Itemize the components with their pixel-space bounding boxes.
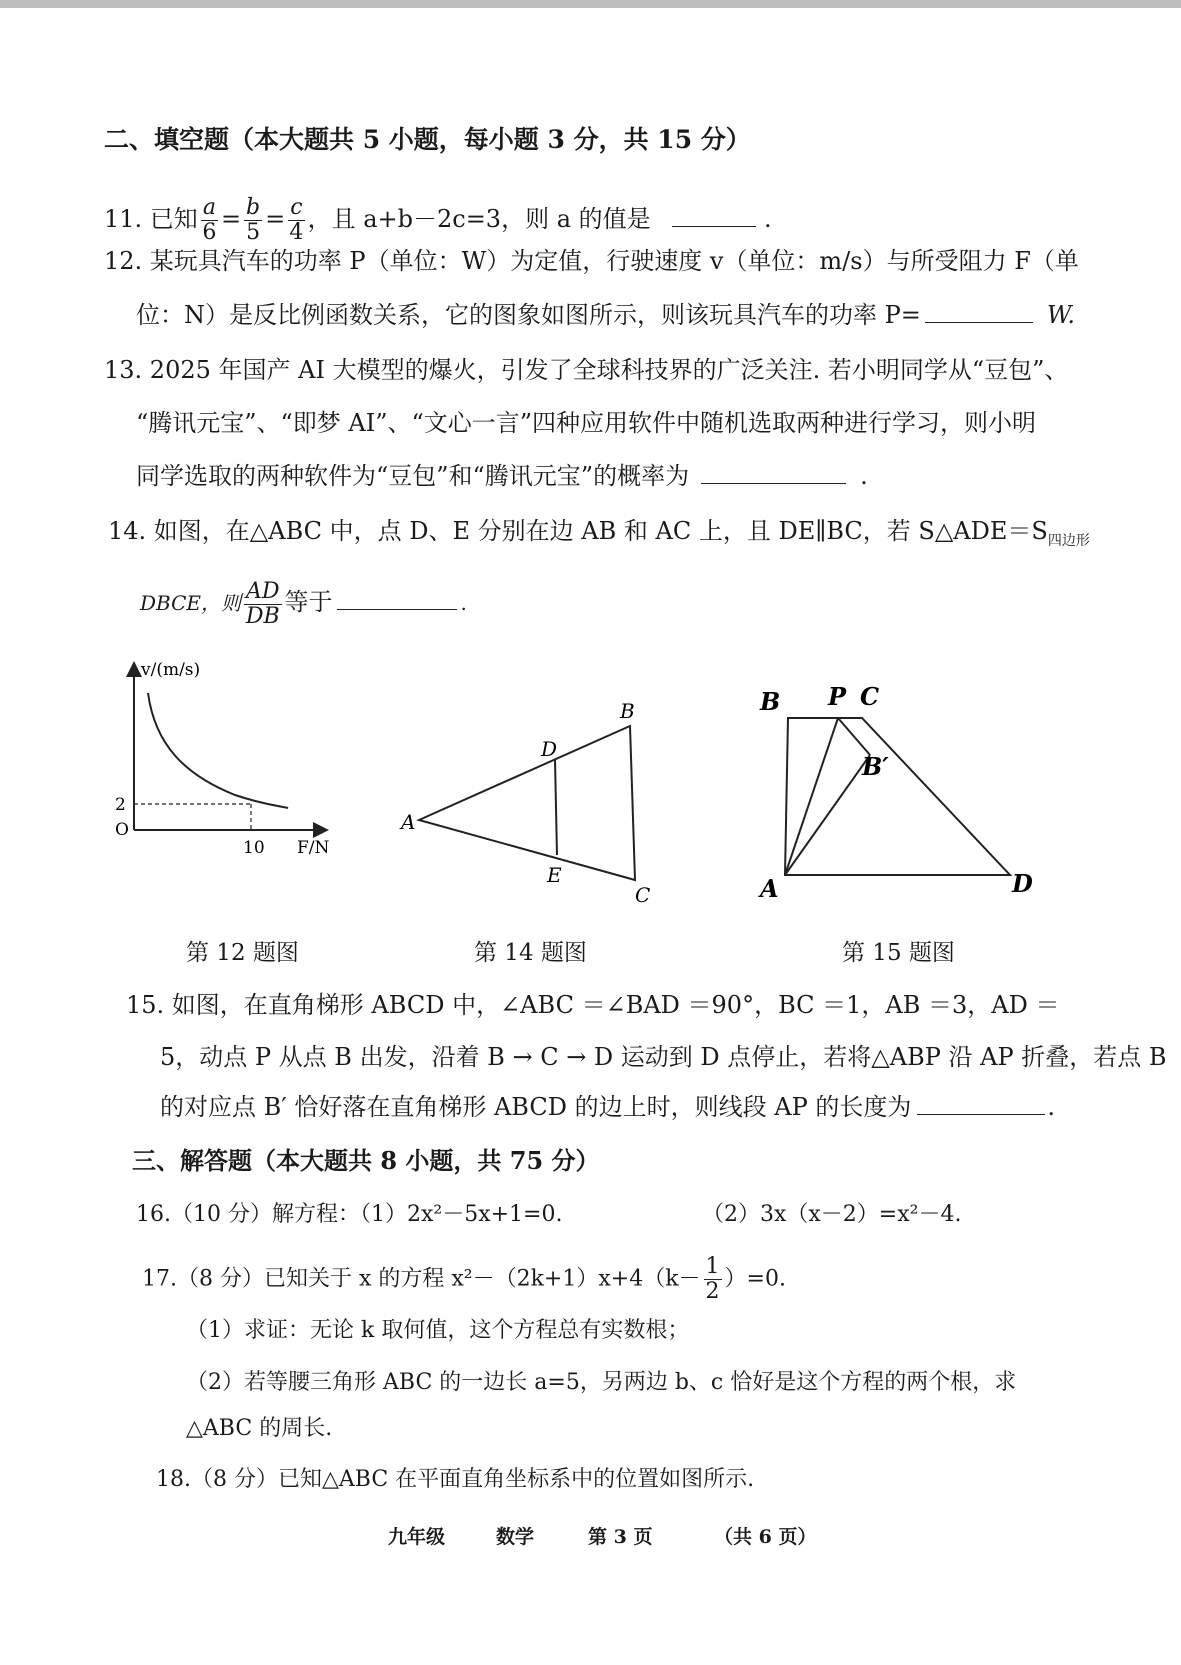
q11-answer-blank[interactable] — [672, 204, 756, 227]
footer-grade: 九年级 — [388, 1526, 446, 1548]
q17-sub2: （2）若等腰三角形 ABC 的一边长 a=5，另两边 b、c 恰好是这个方程的两个根，求 — [186, 1370, 1017, 1395]
triangle-abc — [419, 726, 635, 880]
label-b: B — [760, 687, 781, 716]
q11-number: 11. — [104, 205, 143, 233]
q13-line3: 同学选取的两种软件为“豆包”和“腾讯元宝”的概率为 . — [136, 462, 868, 490]
q11-fraction-c: $\frac{c}{4}$ — [289, 195, 304, 245]
q16-part1: 16.（10 分）解方程：（1）2x²－5x+1=0. — [136, 1202, 563, 1227]
y-axis-label: v/(m/s) — [141, 660, 201, 680]
q12-line2: 位：N）是反比例函数关系，它的图象如图所示，则该玩具汽车的功率 P= W. — [136, 301, 1075, 329]
label-b-prime: B′ — [862, 752, 889, 781]
top-border — [0, 0, 1181, 8]
figure-14-caption: 第 14 题图 — [474, 940, 587, 966]
q11-fraction-a: $\frac{a}{6}$ — [202, 195, 217, 245]
q17-sub1: （1）求证：无论 k 取何值，这个方程总有实数根； — [186, 1318, 690, 1343]
q15-answer-blank[interactable] — [917, 1092, 1045, 1115]
q17-fraction: $\frac{1}{2}$ — [705, 1254, 720, 1304]
q18-text: 18.（8 分）已知△ABC 在平面直角坐标系中的位置如图所示. — [156, 1467, 755, 1492]
trapezoid-abcd — [785, 718, 1010, 875]
figure-15-trapezoid — [750, 675, 1050, 905]
y-tick-label: 2 — [115, 795, 126, 815]
q14-line1: 14. 如图，在△ABC 中，点 D、E 分别在边 AB 和 AC 上，且 DE∥BC，若 $S\triangle ADE=S_{四边形}$ — [108, 517, 1090, 549]
figure-12-graph — [105, 655, 345, 860]
q17-stem: 17.（8 分）已知关于 x 的方程 x²－（2k+1）x+4（k－ $\frac{1}{2}$ ）=0. — [142, 1254, 786, 1304]
q11-fraction-b: $\frac{b}{5}$ — [246, 195, 261, 245]
q13-answer-blank[interactable] — [701, 461, 846, 484]
segment-ab-prime — [785, 755, 870, 875]
q16-part2: （2）3x（x－2）=x²－4. — [702, 1202, 962, 1227]
footer-page: 第 3 页 — [588, 1526, 653, 1548]
section-title-fill: 二、填空题（本大题共 5 小题，每小题 3 分，共 15 分） — [104, 125, 751, 154]
q13-line2: “腾讯元宝”、“即梦 AI”、“文心一言”四种应用软件中随机选取两种进行学习，则小明 — [136, 409, 1037, 437]
label-c: C — [860, 682, 880, 711]
q14-fraction: $\frac{AD}{DB}$ — [245, 579, 280, 629]
q12-line1: 12. 某玩具汽车的功率 P（单位：W）为定值，行驶速度 v（单位：m/s）与所受阻力 F（单 — [104, 247, 1079, 275]
segment-de — [555, 760, 557, 855]
question-11: 11. 已知 $\frac{a}{6}$ = $\frac{b}{5}$ = $\frac{c}{4}$ ，且 a+b－2c=3，则 a 的值是 . — [104, 195, 772, 245]
segment-ap — [785, 718, 838, 875]
q11-pre: 已知 — [149, 205, 198, 233]
q14-answer-blank[interactable] — [337, 587, 457, 610]
figure-15-caption: 第 15 题图 — [842, 940, 955, 966]
x-axis-label: F/N — [297, 838, 330, 858]
q17-sub3: △ABC 的周长. — [186, 1416, 333, 1441]
footer-subject: 数学 — [496, 1526, 535, 1548]
inverse-curve — [148, 693, 288, 808]
q14-line2: DBCE，则 $\frac{AD}{DB}$ 等于 . — [140, 579, 467, 629]
q15-line3: 的对应点 B′ 恰好落在直角梯形 ABCD 的边上时，则线段 AP 的长度为 . — [160, 1093, 1055, 1121]
label-d: D — [541, 737, 558, 761]
label-e: E — [547, 863, 562, 887]
label-d: D — [1012, 869, 1033, 898]
label-c: C — [635, 883, 651, 907]
figure-14-triangle — [395, 700, 665, 910]
q15-line1: 15. 如图，在直角梯形 ABCD 中，∠ABC ＝∠BAD ＝90°，BC ＝1，AB ＝3，AD ＝ — [126, 991, 1060, 1019]
label-p: P — [828, 682, 847, 711]
label-a: A — [760, 874, 779, 903]
label-a: A — [401, 810, 416, 834]
figure-12-caption: 第 12 题图 — [186, 940, 299, 966]
origin-label: O — [115, 820, 129, 840]
q12-answer-blank[interactable] — [925, 300, 1033, 323]
footer-total: （共 6 页） — [714, 1526, 817, 1548]
section-title-answer: 三、解答题（本大题共 8 小题，共 75 分） — [132, 1146, 600, 1175]
q13-line1: 13. 2025 年国产 AI 大模型的爆火，引发了全球科技界的广泛关注. 若小明同学从“豆包”、 — [104, 356, 1069, 384]
segment-pb-prime — [838, 718, 870, 755]
q11-post: ，且 a+b－2c=3，则 a 的值是 — [307, 205, 651, 233]
label-b: B — [620, 700, 635, 723]
x-tick-label: 10 — [243, 838, 265, 858]
q15-line2: 5，动点 P 从点 B 出发，沿着 B → C → D 运动到 D 点停止，若将△ABP 沿 AP 折叠，若点 B — [160, 1043, 1167, 1071]
